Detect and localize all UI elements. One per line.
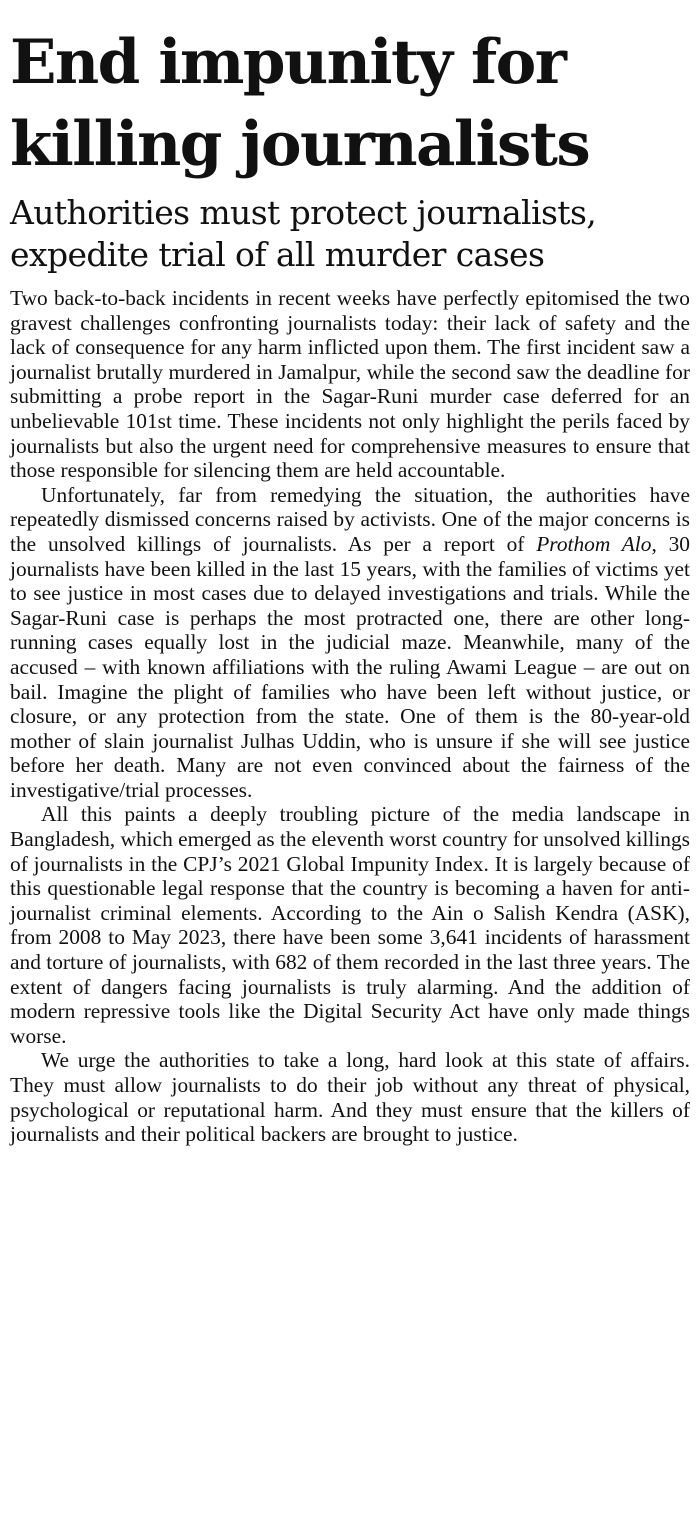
headline: End impunity for killing journalists xyxy=(10,27,590,180)
paragraph-2-text-after: , 30 journalists have been killed in the last 15 years, with the families of victims yet to see justice in most cases due to delayed investigations and trials. While the Sagar-Runi case is perhaps the most protracted one, there are other long-running cases equally lost in the judicial maze. Meanwhile, many of the accused – with known affiliations with the ruling Awami League – are out on bail. Imagine the plight of families who have been left without justice, or closure, or any protection from the state. One of them is the 80-year-old mother of slain journalist Julhas Uddin, who is unsure if she will see justice before her death. Many are not even convinced about the fairness of the investigative/trial processes. xyxy=(10,531,690,802)
article-body xyxy=(10,286,690,1147)
body-paragraph-1: Two back-to-back incidents in recent weeks have perfectly epitomised the two gravest challenges confronting journalists today: their lack of safety and the lack of consequence for any harm inflicted upon them. The first incident saw a journalist brutally murdered in Jamalpur, while the second saw the deadline for submitting a probe report in the Sagar-Runi murder case deferred for an unbelievable 101st time. These incidents not only highlight the perils faced by journalists but also the urgent need for comprehensive measures to ensure that those responsible for silencing them are held accountable. xyxy=(10,286,690,483)
subheadline: Authorities must protect journalists, expedite trial of all murder cases xyxy=(10,193,597,274)
body-paragraph-3: All this paints a deeply troubling picture of the media landscape in Bangladesh, which emerged as the eleventh worst country for unsolved killings of journalists in the CPJ’s 2021 Global Impunity Index. It is largely because of this questionable legal response that the country is becoming a haven for anti-journalist criminal elements. According to the Ain o Salish Kendra (ASK), from 2008 to May 2023, there have been some 3,641 incidents of harassment and torture of journalists, with 682 of them recorded in the last three years. The extent of dangers facing journalists is truly alarming. And the addition of modern repressive tools like the Digital Security Act have only made things worse. xyxy=(10,802,690,1048)
body-paragraph-4: We urge the authorities to take a long, hard look at this state of affairs. They must allow journalists to do their job without any threat of physical, psychological or reputational harm. And they must ensure that the killers of journalists and their political backers are brought to justice. xyxy=(10,1048,690,1147)
publication-name: Prothom Alo xyxy=(536,531,652,556)
body-paragraph-2 xyxy=(10,483,690,803)
paragraph-2-text-before: Unfortunately, far from remedying the situation, the authorities have repeatedly dismissed concerns raised by activists. One of the major concerns is the unsolved killings of journalists. As per a report of xyxy=(10,482,690,556)
